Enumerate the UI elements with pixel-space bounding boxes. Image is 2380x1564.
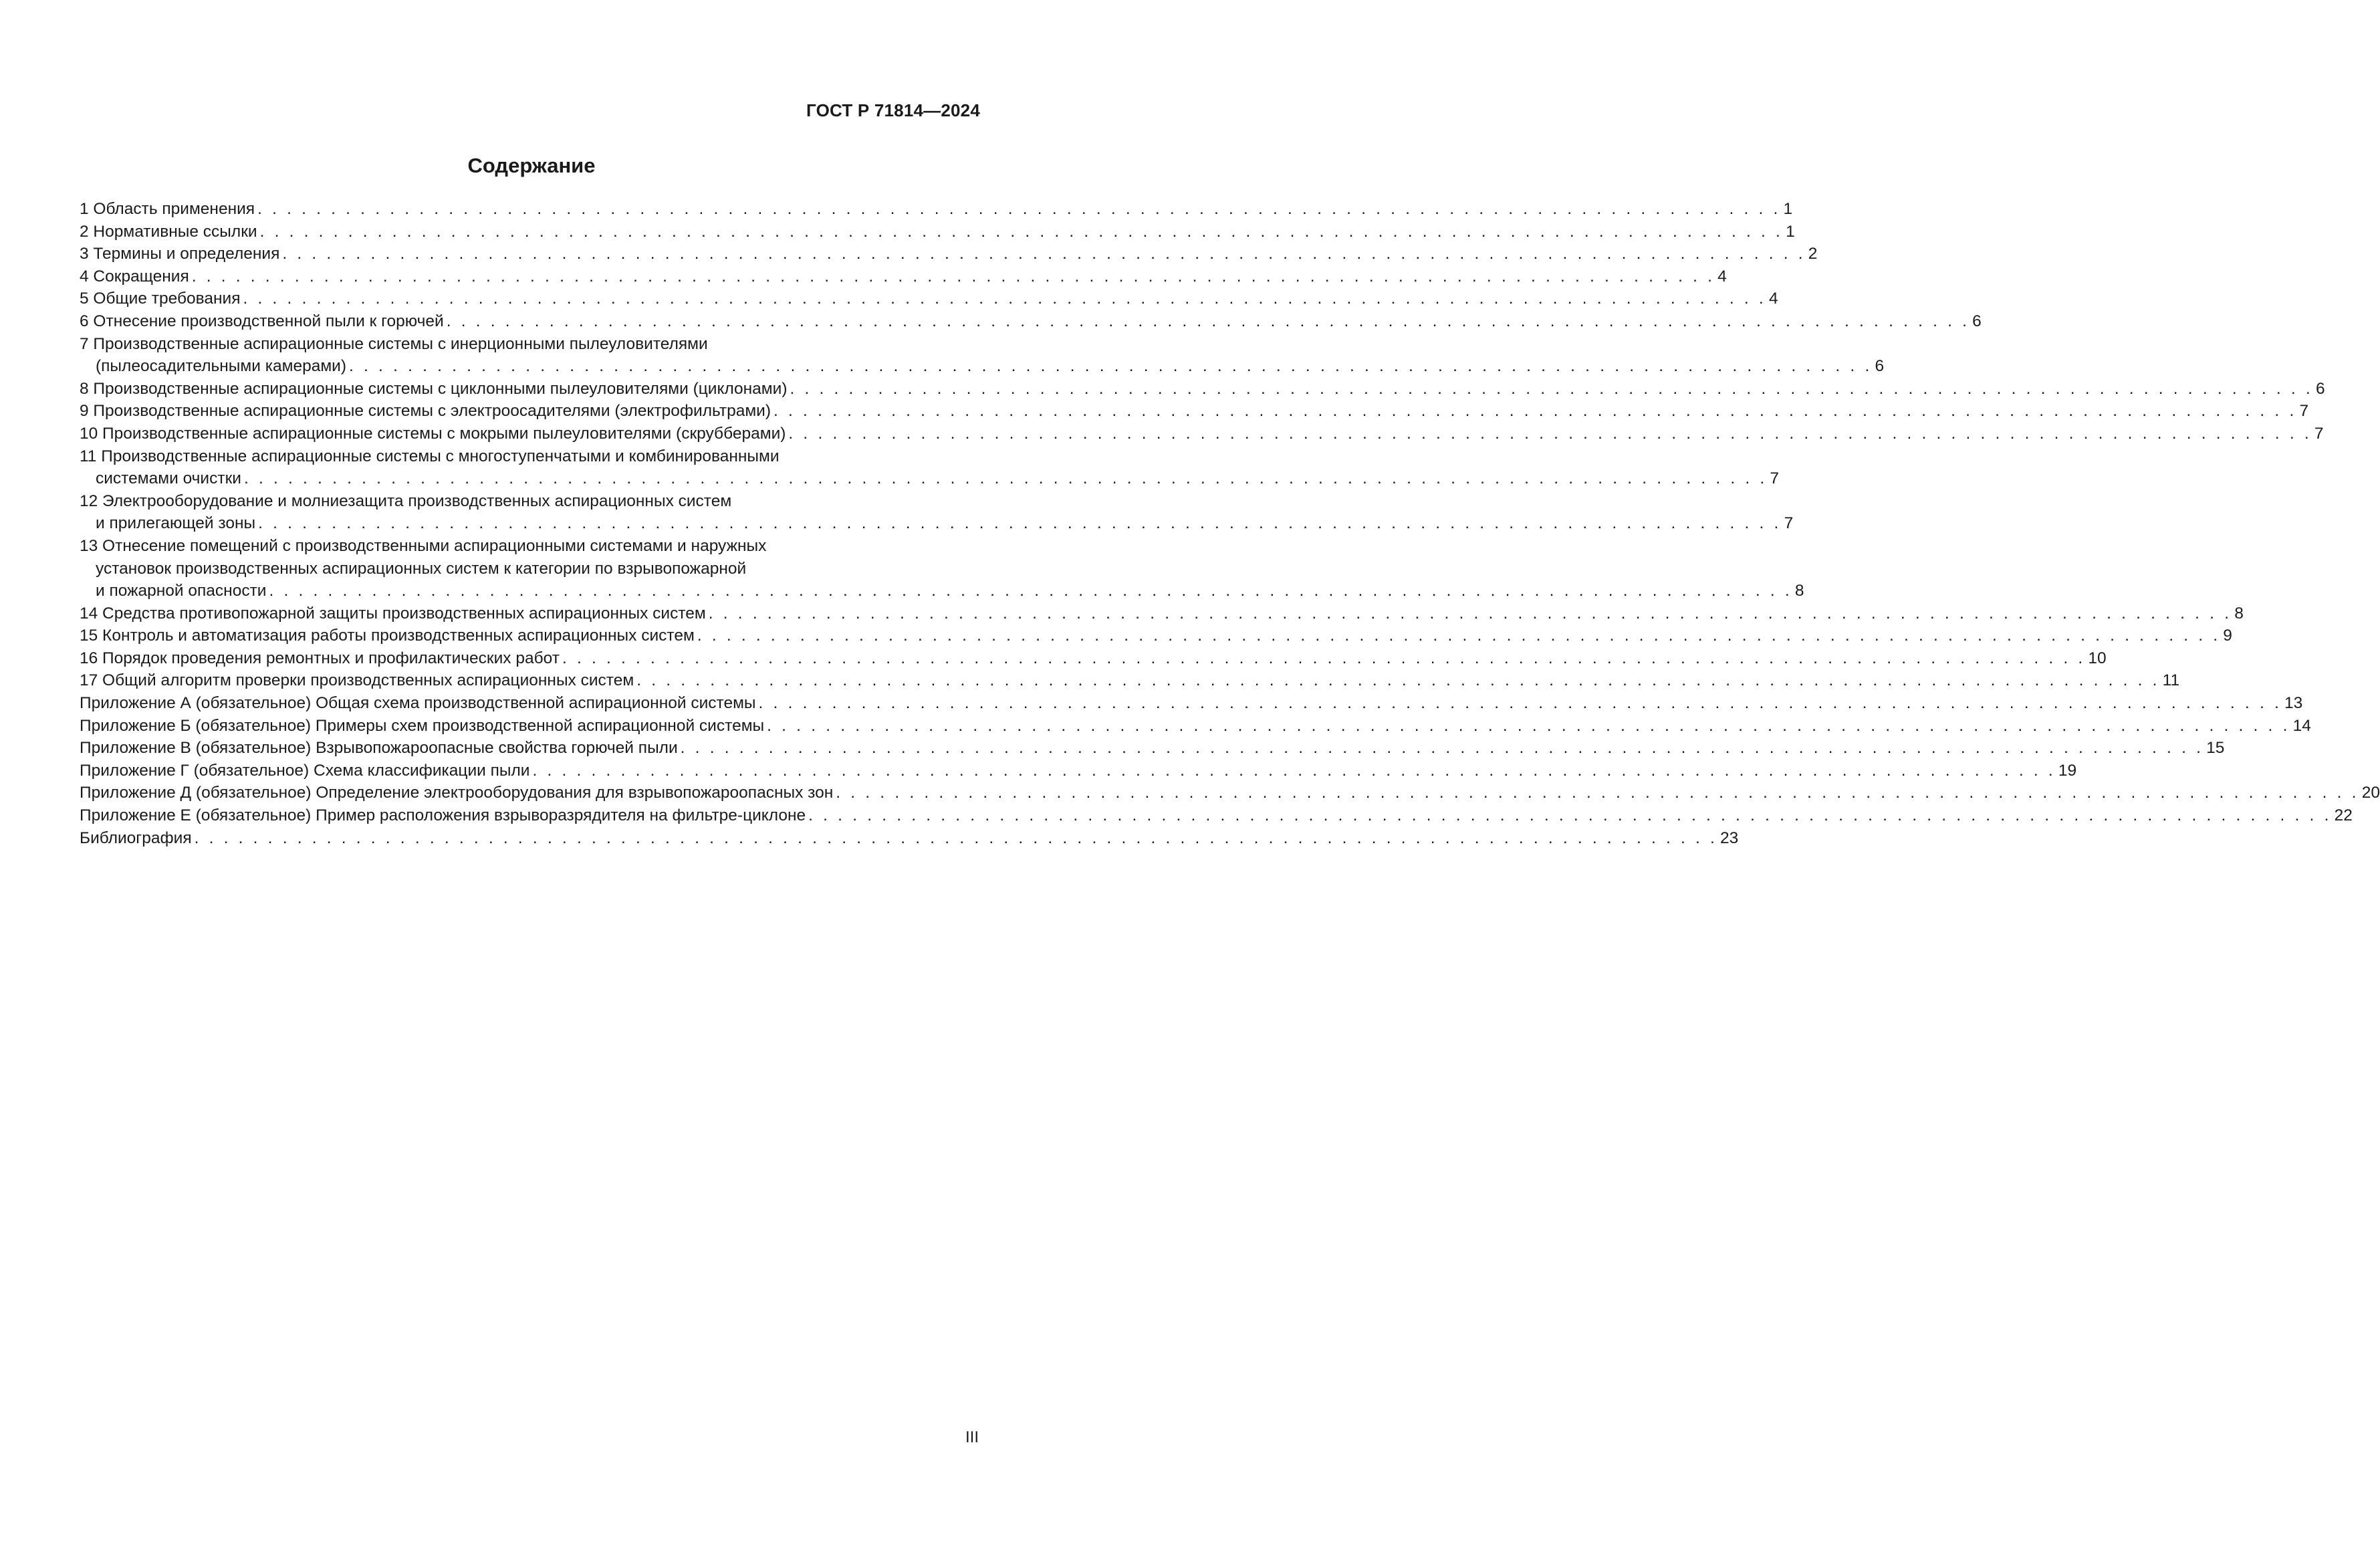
page-title: Содержание [467,154,596,177]
document-id: ГОСТ Р 71814—2024 [806,100,980,120]
toc-entry-text: и пожарной опасности [96,582,267,600]
toc-page-number: 10 [2088,649,2107,667]
toc-page-number: 4 [1717,267,1727,286]
toc-entry-text: 14 Средства противопожарной защиты производственных аспирационных систем [80,604,706,623]
toc-entry[interactable] [80,760,2077,782]
table-of-contents [80,198,2380,849]
toc-entry-text: системами очистки [96,469,241,488]
dot-leader: . . . . . . . . . . . . . . . . . . . . . . . . . . . . . . . . . . . . . . . . . . . . . . . . . . . . . . . . . . . . . . . . . . . . . . . . . . . . . . . . . . . . . . . . . . . . . . . . . . . . . . . . [446,312,1970,330]
dot-leader: . . . . . . . . . . . . . . . . . . . . . . . . . . . . . . . . . . . . . . . . . . . . . . . . . . . . . . . . . . . . . . . . . . . . . . . . . . . . . . . . . . . . . . . . . . . . . . . . . . . . . . . . [708,604,2232,623]
toc-entry[interactable] [80,198,1793,221]
dot-leader: . . . . . . . . . . . . . . . . . . . . . . . . . . . . . . . . . . . . . . . . . . . . . . . . . . . . . . . . . . . . . . . . . . . . . . . . . . . . . . . . . . . . . . . . . . . . . . . . . . . . . . . . [808,806,2332,825]
toc-page-number: 6 [1875,357,1885,376]
toc-entry[interactable] [80,535,1804,602]
dot-leader: . . . . . . . . . . . . . . . . . . . . . . . . . . . . . . . . . . . . . . . . . . . . . . . . . . . . . . . . . . . . . . . . . . . . . . . . . . . . . . . . . . . . . . . . . . . . . . . . . . . . . . . . [767,716,2290,735]
dot-leader: . . . . . . . . . . . . . . . . . . . . . . . . . . . . . . . . . . . . . . . . . . . . . . . . . . . . . . . . . . . . . . . . . . . . . . . . . . . . . . . . . . . . . . . . . . . . . . . . . . . . . . . . [243,469,1768,488]
toc-entry-text: и прилегающей зоны [96,514,256,533]
dot-leader: . . . . . . . . . . . . . . . . . . . . . . . . . . . . . . . . . . . . . . . . . . . . . . . . . . . . . . . . . . . . . . . . . . . . . . . . . . . . . . . . . . . . . . . . . . . . . . . . . . . . . . . . [349,357,1873,376]
dot-leader: . . . . . . . . . . . . . . . . . . . . . . . . . . . . . . . . . . . . . . . . . . . . . . . . . . . . . . . . . . . . . . . . . . . . . . . . . . . . . . . . . . . . . . . . . . . . . . . . . . . . . . . . [758,694,2282,713]
toc-page-number: 7 [1784,514,1794,533]
toc-entry[interactable] [80,715,2311,738]
toc-entry[interactable] [80,400,2309,423]
dot-leader: . . . . . . . . . . . . . . . . . . . . . . . . . . . . . . . . . . . . . . . . . . . . . . . . . . . . . . . . . . . . . . . . . . . . . . . . . . . . . . . . . . . . . . . . . . . . . . . . . . . . . . . . [532,761,2056,780]
dot-leader: . . . . . . . . . . . . . . . . . . . . . . . . . . . . . . . . . . . . . . . . . . . . . . . . . . . . . . . . . . . . . . . . . . . . . . . . . . . . . . . . . . . . . . . . . . . . . . . . . . . . . . . . [562,649,2086,667]
toc-entry[interactable] [80,692,2303,715]
toc-entry-text: 1 Область применения [80,200,255,218]
toc-page-number: 2 [1808,245,1818,263]
dot-leader: . . . . . . . . . . . . . . . . . . . . . . . . . . . . . . . . . . . . . . . . . . . . . . . . . . . . . . . . . . . . . . . . . . . . . . . . . . . . . . . . . . . . . . . . . . . . . . . . . . . . . . . . [788,424,2312,443]
toc-entry[interactable] [80,243,1818,265]
dot-leader: . . . . . . . . . . . . . . . . . . . . . . . . . . . . . . . . . . . . . . . . . . . . . . . . . . . . . . . . . . . . . . . . . . . . . . . . . . . . . . . . . . . . . . . . . . . . . . . . . . . . . . . . [194,828,1718,847]
toc-entry-text: 16 Порядок проведения ремонтных и профилактических работ [80,649,560,667]
toc-entry-text: Приложение Д (обязательное) Определение электрооборудования для взрывопожароопасных зон [80,784,834,802]
toc-entry-text: 9 Производственные аспирационные системы с электроосадителями (электрофильтрами) [80,402,771,421]
toc-entry-text: 17 Общий алгоритм проверки производственных аспирационных систем [80,671,634,690]
dot-leader: . . . . . . . . . . . . . . . . . . . . . . . . . . . . . . . . . . . . . . . . . . . . . . . . . . . . . . . . . . . . . . . . . . . . . . . . . . . . . . . . . . . . . . . . . . . . . . . . . . . . . . . . [282,245,1806,263]
toc-entry-text: Приложение Е (обязательное) Пример расположения взрыворазрядителя на фильтре-циклоне [80,806,806,825]
toc-page-number: 7 [2314,424,2324,443]
toc-page-number: 8 [1794,582,1804,600]
toc-entry[interactable] [80,445,1780,490]
dot-leader: . . . . . . . . . . . . . . . . . . . . . . . . . . . . . . . . . . . . . . . . . . . . . . . . . . . . . . . . . . . . . . . . . . . . . . . . . . . . . . . . . . . . . . . . . . . . . . . . . . . . . . . . [774,402,2297,421]
toc-entry[interactable] [80,310,1982,333]
toc-page-number: 15 [2206,739,2225,758]
toc-entry-text: установок производственных аспирационных систем к категории по взрывопожарной [96,559,747,578]
toc-entry[interactable] [80,333,1885,378]
toc-page-number: 7 [2299,402,2309,421]
toc-entry[interactable] [80,737,2225,760]
toc-entry-text: 8 Производственные аспирационные системы с циклонными пылеуловителями (циклонами) [80,379,788,398]
toc-entry[interactable] [80,378,2325,401]
toc-entry[interactable] [80,669,2180,692]
toc-page-number: 1 [1783,200,1793,218]
dot-leader: . . . . . . . . . . . . . . . . . . . . . . . . . . . . . . . . . . . . . . . . . . . . . . . . . . . . . . . . . . . . . . . . . . . . . . . . . . . . . . . . . . . . . . . . . . . . . . . . . . . . . . . . [790,379,2313,398]
toc-page-number: 8 [2234,604,2244,623]
toc-entry[interactable] [80,423,2324,445]
toc-entry-text: 4 Сокращения [80,267,189,286]
dot-leader: . . . . . . . . . . . . . . . . . . . . . . . . . . . . . . . . . . . . . . . . . . . . . . . . . . . . . . . . . . . . . . . . . . . . . . . . . . . . . . . . . . . . . . . . . . . . . . . . . . . . . . . . [697,627,2221,645]
toc-page-number: 23 [1720,828,1739,847]
dot-leader: . . . . . . . . . . . . . . . . . . . . . . . . . . . . . . . . . . . . . . . . . . . . . . . . . . . . . . . . . . . . . . . . . . . . . . . . . . . . . . . . . . . . . . . . . . . . . . . . . . . . . . . . [243,290,1766,308]
toc-entry-text: 3 Термины и определения [80,245,280,263]
toc-entry[interactable] [80,804,2353,827]
toc-entry-text: 13 Отнесение помещений с производственными аспирационными системами и наружных [80,536,767,555]
toc-entry-text: 2 Нормативные ссылки [80,222,257,241]
toc-page-number: 6 [2315,379,2325,398]
toc-page-number: 1 [1786,222,1795,241]
toc-page-number: 13 [2284,694,2303,713]
dot-leader: . . . . . . . . . . . . . . . . . . . . . . . . . . . . . . . . . . . . . . . . . . . . . . . . . . . . . . . . . . . . . . . . . . . . . . . . . . . . . . . . . . . . . . . . . . . . . . . . . . . . . . . . [836,784,2359,802]
dot-leader: . . . . . . . . . . . . . . . . . . . . . . . . . . . . . . . . . . . . . . . . . . . . . . . . . . . . . . . . . . . . . . . . . . . . . . . . . . . . . . . . . . . . . . . . . . . . . . . . . . . . . . . . [259,222,1784,241]
toc-page-number: 11 [2162,671,2180,690]
toc-entry[interactable] [80,221,1795,243]
toc-entry[interactable] [80,647,2107,670]
dot-leader: . . . . . . . . . . . . . . . . . . . . . . . . . . . . . . . . . . . . . . . . . . . . . . . . . . . . . . . . . . . . . . . . . . . . . . . . . . . . . . . . . . . . . . . . . . . . . . . . . . . . . . . . [269,582,1792,600]
toc-entry-text: 5 Общие требования [80,290,241,308]
toc-entry-text: Приложение В (обязательное) Взрывопожароопасные свойства горючей пыли [80,739,678,758]
toc-entry[interactable] [80,265,1727,288]
toc-entry-text: 11 Производственные аспирационные системы с многоступенчатыми и комбинированными [80,447,780,465]
toc-entry-text: 15 Контроль и автоматизация работы производственных аспирационных систем [80,627,695,645]
toc-page-number: 22 [2334,806,2353,825]
page-number: III [965,1428,979,1446]
toc-entry-text: Приложение Б (обязательное) Примеры схем производственной аспирационной системы [80,716,765,735]
toc-entry[interactable] [80,490,1794,535]
toc-page-number: 9 [2223,627,2232,645]
toc-entry-text: (пылеосадительными камерами) [96,357,347,376]
toc-page-number: 14 [2292,716,2311,735]
toc-entry[interactable] [80,602,2244,625]
toc-entry-text: Библиография [80,828,192,847]
toc-entry-text: 6 Отнесение производственной пыли к горючей [80,312,444,330]
toc-entry[interactable] [80,288,1778,310]
toc-entry-text: 10 Производственные аспирационные системы с мокрыми пылеуловителями (скрубберами) [80,424,786,443]
dot-leader: . . . . . . . . . . . . . . . . . . . . . . . . . . . . . . . . . . . . . . . . . . . . . . . . . . . . . . . . . . . . . . . . . . . . . . . . . . . . . . . . . . . . . . . . . . . . . . . . . . . . . . . . [191,267,1715,286]
toc-entry-text: 7 Производственные аспирационные системы с инерционными пылеуловителями [80,334,708,353]
toc-page-number: 7 [1770,469,1780,488]
dot-leader: . . . . . . . . . . . . . . . . . . . . . . . . . . . . . . . . . . . . . . . . . . . . . . . . . . . . . . . . . . . . . . . . . . . . . . . . . . . . . . . . . . . . . . . . . . . . . . . . . . . . . . . . [680,739,2204,758]
toc-page-number: 20 [2361,784,2380,802]
toc-page-number: 4 [1768,290,1778,308]
dot-leader: . . . . . . . . . . . . . . . . . . . . . . . . . . . . . . . . . . . . . . . . . . . . . . . . . . . . . . . . . . . . . . . . . . . . . . . . . . . . . . . . . . . . . . . . . . . . . . . . . . . . . . . . [257,200,1781,218]
toc-entry-text: 12 Электрооборудование и молниезащита производственных аспирационных систем [80,491,732,510]
toc-page-number: 19 [2058,761,2077,780]
toc-entry[interactable] [80,782,2380,804]
toc-page-number: 6 [1972,312,1982,330]
dot-leader: . . . . . . . . . . . . . . . . . . . . . . . . . . . . . . . . . . . . . . . . . . . . . . . . . . . . . . . . . . . . . . . . . . . . . . . . . . . . . . . . . . . . . . . . . . . . . . . . . . . . . . . . [258,514,1782,533]
toc-entry-text: Приложение А (обязательное) Общая схема производственной аспирационной системы [80,694,756,713]
toc-entry[interactable] [80,625,2232,647]
dot-leader: . . . . . . . . . . . . . . . . . . . . . . . . . . . . . . . . . . . . . . . . . . . . . . . . . . . . . . . . . . . . . . . . . . . . . . . . . . . . . . . . . . . . . . . . . . . . . . . . . . . . . . . . [636,671,2160,690]
toc-entry[interactable] [80,827,1739,850]
toc-entry-text: Приложение Г (обязательное) Схема классификации пыли [80,761,530,780]
